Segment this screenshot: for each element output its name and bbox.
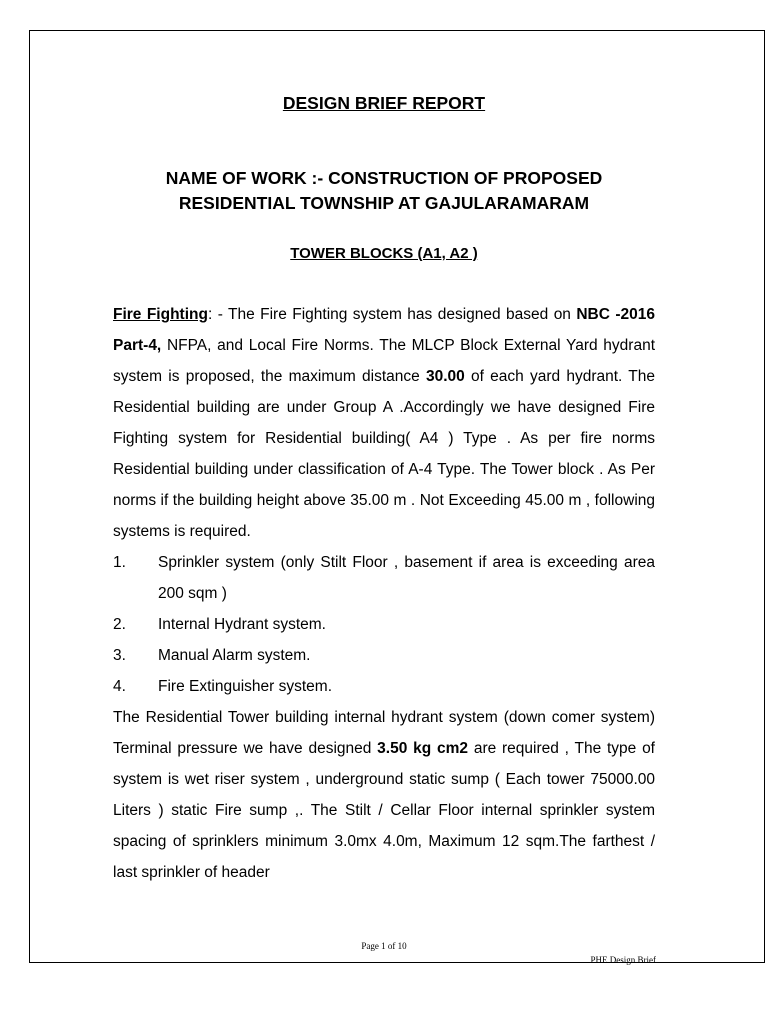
list-item-number: 4.	[113, 678, 126, 695]
work-title-line-2: RESIDENTIAL TOWNSHIP AT GAJULARAMARAM	[178, 193, 590, 213]
page-number: Page 1 of 10	[361, 941, 407, 951]
nbc-reference: NBC -2016 Part-4,	[113, 306, 656, 354]
list-item-number: 2.	[113, 616, 126, 633]
hydrant-distance: 30.00	[425, 368, 465, 385]
terminal-pressure: 3.50 kg cm2	[377, 740, 469, 757]
list-item-text: Sprinkler system (only Stilt Floor , basement if area is exceeding area 200 sqm )	[158, 554, 655, 602]
work-title-line-1: NAME OF WORK :- CONSTRUCTION OF PROPOSED	[165, 168, 603, 188]
paragraph-text: are required , The type of system is wet riser system , underground static sump ( Each tower 75000.00 Liters ) static Fire sump ,. The Stilt / Cellar Floor internal sprinkler system spacing of sprinklers minimum 3.0mx 4.0m, Maximum 12 sqm.The farthest / last sprinkler of header	[113, 740, 655, 881]
document-body	[113, 299, 655, 888]
list-item	[113, 671, 655, 702]
list-item-text: Manual Alarm system.	[158, 647, 311, 664]
fire-fighting-heading: Fire Fighting	[113, 306, 208, 323]
list-item-number: 1.	[113, 554, 126, 571]
list-item-text: Fire Extinguisher system.	[158, 678, 332, 695]
document-name: PHE Design Brief	[590, 955, 656, 965]
tower-paragraph	[113, 702, 655, 888]
list-item-number: 3.	[113, 647, 126, 664]
paragraph-text: NFPA, and Local Fire Norms. The MLCP Block External Yard hydrant system is proposed, the maximum distance	[113, 337, 655, 385]
section-subtitle: TOWER BLOCKS (A1, A2 )	[290, 245, 478, 262]
report-title: DESIGN BRIEF REPORT	[282, 93, 486, 113]
fire-fighting-paragraph	[113, 299, 655, 547]
list-item-text: Internal Hydrant system.	[158, 616, 326, 633]
list-item	[113, 547, 655, 609]
paragraph-text: The Residential Tower building internal hydrant system (down comer system) Terminal pressure we have designed	[113, 709, 655, 757]
paragraph-text: of each yard hydrant. The Residential building are under Group A .Accordingly we have designed Fire Fighting system for Residential building( A4 ) Type . As per fire norms Residential building under classification of A-4 Type. The Tower block . As Per norms if the building height above 35.00 m . Not Exceeding 45.00 m , following systems is required.	[113, 368, 655, 540]
paragraph-text: The Fire Fighting system has designed based on	[222, 306, 577, 323]
heading-separator: : -	[207, 306, 223, 323]
work-title	[100, 166, 668, 216]
list-item	[113, 640, 655, 671]
list-item	[113, 609, 655, 640]
